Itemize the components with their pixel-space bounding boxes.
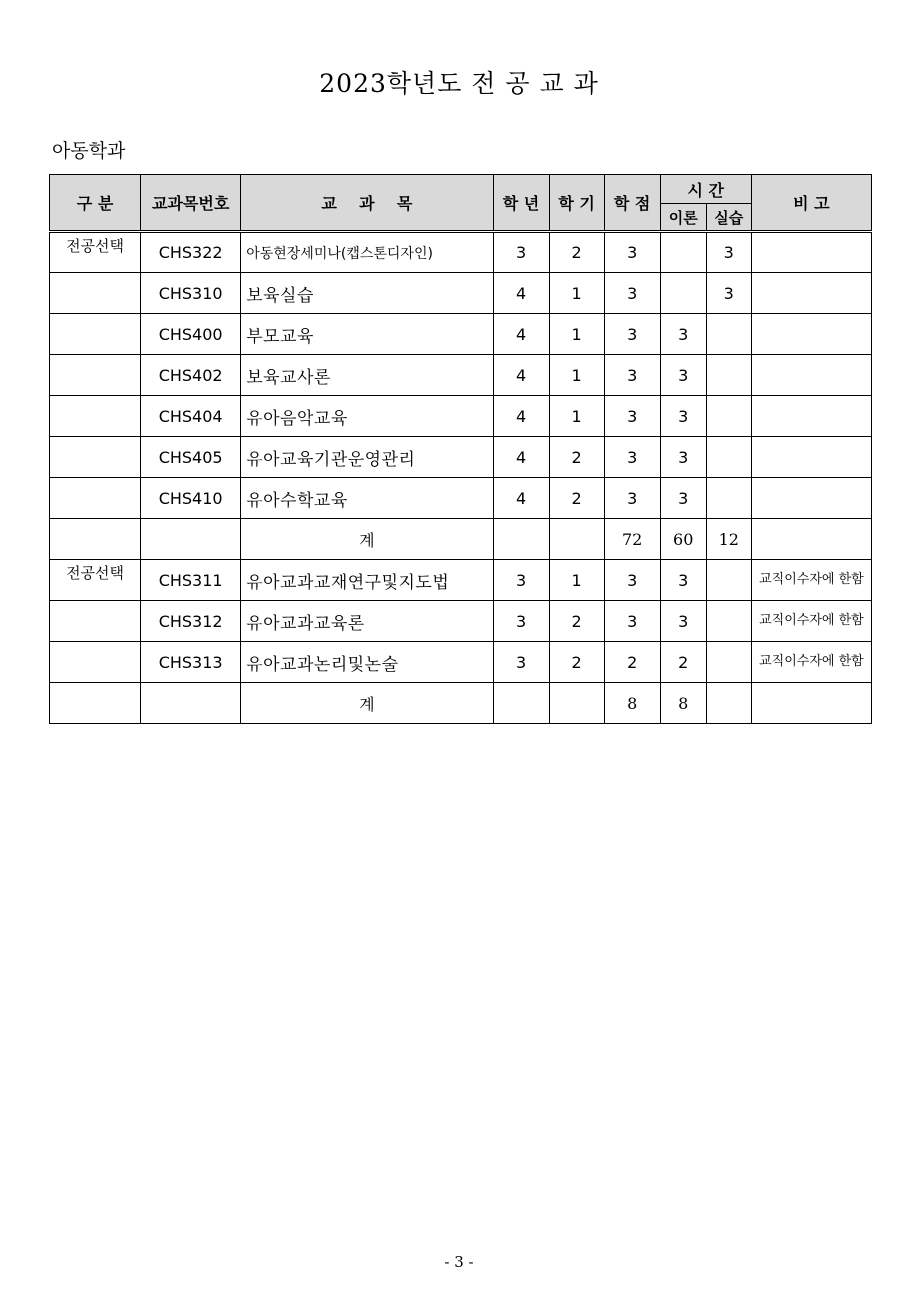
credits-cell: 2: [604, 642, 660, 683]
theory-cell: 3: [660, 396, 706, 437]
category-cell: [50, 683, 141, 724]
semester-cell: 1: [549, 314, 604, 355]
code-cell: CHS410: [141, 478, 241, 519]
department-name: 아동학과: [52, 140, 126, 162]
course-name-cell: 유아교육기관운영관리: [241, 437, 493, 478]
category-cell: [50, 437, 141, 478]
code-cell: CHS313: [141, 642, 241, 683]
table-row: [50, 232, 872, 273]
table-row: [50, 478, 872, 519]
course-name-cell: 보육실습: [241, 273, 493, 314]
note-cell: [751, 273, 871, 314]
theory-cell: 3: [660, 601, 706, 642]
credits-cell: 3: [604, 437, 660, 478]
note-cell: [751, 519, 871, 560]
total-row: [50, 683, 872, 724]
header-credits: 학 점: [604, 175, 660, 232]
table-row: [50, 560, 872, 601]
semester-cell: 2: [549, 478, 604, 519]
category-cell: [50, 355, 141, 396]
theory-cell: 3: [660, 314, 706, 355]
theory-cell: 3: [660, 437, 706, 478]
note-cell: [751, 683, 871, 724]
course-name-cell: 아동현장세미나(캡스톤디자인): [241, 232, 493, 273]
table-header: [50, 175, 872, 232]
course-name-cell: 유아수학교육: [241, 478, 493, 519]
practice-cell: [706, 560, 751, 601]
course-name-cell: 유아교과교육론: [241, 601, 493, 642]
note-cell: [751, 478, 871, 519]
credits-cell: 3: [604, 560, 660, 601]
credits-cell: 3: [604, 601, 660, 642]
course-name-cell: 유아음악교육: [241, 396, 493, 437]
table-row: [50, 396, 872, 437]
course-name-cell: 유아교과교재연구및지도법: [241, 560, 493, 601]
practice-cell: [706, 601, 751, 642]
header-hours: 시 간: [660, 175, 751, 204]
code-cell: CHS402: [141, 355, 241, 396]
semester-cell: 2: [549, 437, 604, 478]
year-cell: 4: [493, 314, 549, 355]
code-cell: CHS404: [141, 396, 241, 437]
year-cell: 3: [493, 601, 549, 642]
year-cell: 4: [493, 478, 549, 519]
table-row: [50, 642, 872, 683]
year-cell: 3: [493, 560, 549, 601]
practice-cell: 3: [706, 232, 751, 273]
credits-cell: 3: [604, 396, 660, 437]
year-cell: [493, 683, 549, 724]
practice-cell: [706, 683, 751, 724]
course-table: [49, 174, 872, 724]
practice-cell: 12: [706, 519, 751, 560]
year-cell: 3: [493, 642, 549, 683]
code-cell: CHS322: [141, 232, 241, 273]
note-cell: 교직이수자에 한함: [751, 601, 871, 642]
year-cell: 4: [493, 396, 549, 437]
table-row: [50, 601, 872, 642]
code-cell: CHS312: [141, 601, 241, 642]
practice-cell: [706, 478, 751, 519]
practice-cell: [706, 396, 751, 437]
code-cell: [141, 519, 241, 560]
note-cell: [751, 232, 871, 273]
year-cell: [493, 519, 549, 560]
theory-cell: 2: [660, 642, 706, 683]
note-cell: [751, 355, 871, 396]
semester-cell: 1: [549, 560, 604, 601]
table-row: [50, 437, 872, 478]
category-cell: [50, 396, 141, 437]
total-row: [50, 519, 872, 560]
header-year: 학 년: [493, 175, 549, 232]
header-category: 구 분: [50, 175, 141, 232]
theory-cell: [660, 273, 706, 314]
table-body: [50, 232, 872, 724]
note-cell: 교직이수자에 한함: [751, 560, 871, 601]
note-cell: [751, 437, 871, 478]
credits-cell: 72: [604, 519, 660, 560]
category-cell: 전공선택: [50, 560, 141, 601]
header-practice: 실습: [706, 204, 751, 232]
semester-cell: [549, 519, 604, 560]
year-cell: 3: [493, 232, 549, 273]
semester-cell: 2: [549, 232, 604, 273]
total-label: 계: [241, 519, 493, 560]
year-cell: 4: [493, 437, 549, 478]
credits-cell: 3: [604, 273, 660, 314]
category-cell: [50, 642, 141, 683]
category-cell: [50, 273, 141, 314]
practice-cell: [706, 314, 751, 355]
table-row: [50, 314, 872, 355]
course-name-cell: 유아교과논리및논술: [241, 642, 493, 683]
header-semester: 학 기: [549, 175, 604, 232]
note-cell: 교직이수자에 한함: [751, 642, 871, 683]
header-code: 교과목번호: [141, 175, 241, 232]
semester-cell: [549, 683, 604, 724]
category-cell: 전공선택: [50, 232, 141, 273]
theory-cell: 3: [660, 355, 706, 396]
code-cell: CHS400: [141, 314, 241, 355]
semester-cell: 1: [549, 355, 604, 396]
theory-cell: 8: [660, 683, 706, 724]
credits-cell: 3: [604, 478, 660, 519]
semester-cell: 1: [549, 273, 604, 314]
practice-cell: [706, 437, 751, 478]
practice-cell: [706, 355, 751, 396]
practice-cell: 3: [706, 273, 751, 314]
category-cell: [50, 601, 141, 642]
code-cell: CHS311: [141, 560, 241, 601]
page-title: 2023학년도 전 공 교 과: [319, 69, 599, 98]
category-cell: [50, 478, 141, 519]
course-name-cell: 부모교육: [241, 314, 493, 355]
category-cell: [50, 314, 141, 355]
year-cell: 4: [493, 355, 549, 396]
credits-cell: 8: [604, 683, 660, 724]
category-cell: [50, 519, 141, 560]
year-cell: 4: [493, 273, 549, 314]
header-course: 교 과 목: [241, 175, 493, 232]
note-cell: [751, 396, 871, 437]
table-row: [50, 355, 872, 396]
code-cell: CHS310: [141, 273, 241, 314]
header-note: 비 고: [751, 175, 871, 232]
semester-cell: 2: [549, 601, 604, 642]
theory-cell: 60: [660, 519, 706, 560]
total-label: 계: [241, 683, 493, 724]
semester-cell: 2: [549, 642, 604, 683]
semester-cell: 1: [549, 396, 604, 437]
credits-cell: 3: [604, 314, 660, 355]
header-theory: 이론: [660, 204, 706, 232]
note-cell: [751, 314, 871, 355]
table-row: [50, 273, 872, 314]
theory-cell: 3: [660, 478, 706, 519]
page-number: - 3 -: [444, 1253, 474, 1271]
theory-cell: 3: [660, 560, 706, 601]
code-cell: CHS405: [141, 437, 241, 478]
theory-cell: [660, 232, 706, 273]
credits-cell: 3: [604, 232, 660, 273]
practice-cell: [706, 642, 751, 683]
course-name-cell: 보육교사론: [241, 355, 493, 396]
code-cell: [141, 683, 241, 724]
credits-cell: 3: [604, 355, 660, 396]
